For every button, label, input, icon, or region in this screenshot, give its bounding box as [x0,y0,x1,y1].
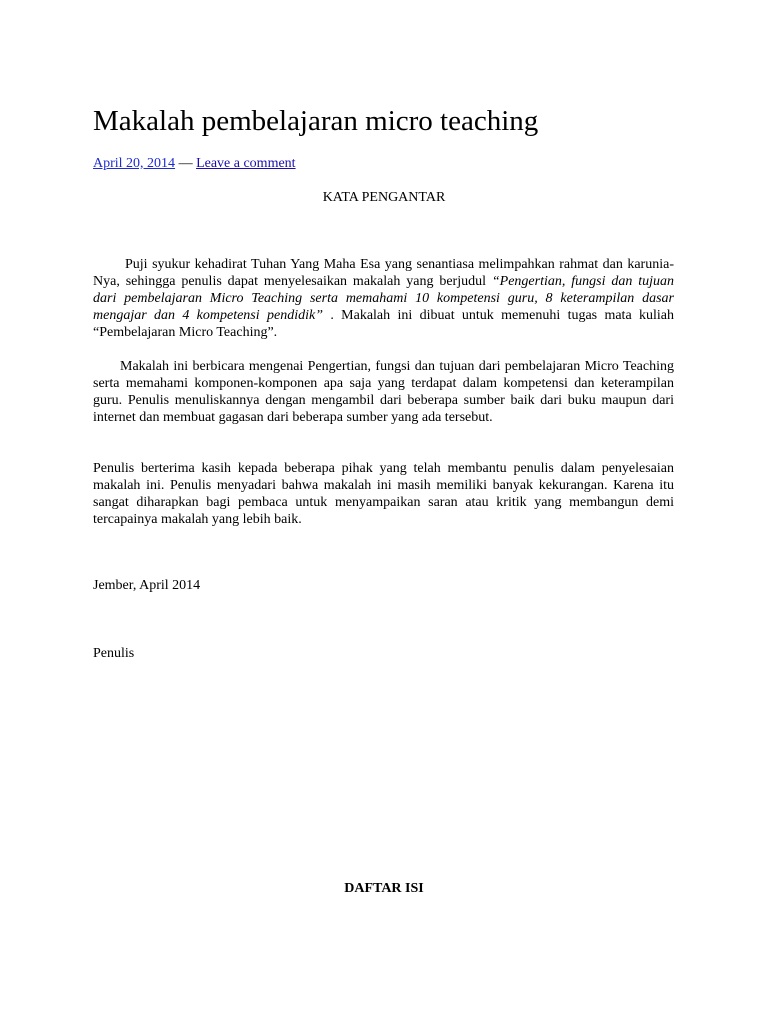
leave-comment-link[interactable]: Leave a comment [196,156,296,171]
kata-pengantar-heading: KATA PENGANTAR [322,190,446,205]
meta-separator: — [175,156,197,171]
paragraph-intro-start: Puji syukur kehadirat Tuhan Yang Maha Esa yang senantiasa melimpahkan rahmat dan karunia-Nya, sehingga penulis dapat menyelesaikan makalah yang berjudul [93,257,674,289]
paragraph-intro-title: “Pengertian, fungsi dan tujuan dari pembelajaran Micro Teaching serta memahami 10 kompetensi guru, 8 keterampilan dasar mengajar dan 4 kompetensi pendidik” [93,274,674,323]
paragraph-content: Makalah ini berbicara mengenai Pengertian, fungsi dan tujuan dari pembelajaran Micro Teaching serta memahami komponen-komponen apa saja yang terdapat dalam kompetensi dan keterampilan guru. Penulis menuliskannya dengan mengambil dari beberapa sumber baik dari buku maupun dari internet dan membuat gagasan dari beberapa sumber yang ada tersebut. [93,359,674,425]
paragraph-intro-end: . Makalah ini dibuat untuk memenuhi tugas mata kuliah “Pembelajaran Micro Teaching”. [93,308,674,340]
daftar-isi-heading: DAFTAR ISI [344,881,424,896]
paragraph-intro [93,256,674,341]
place-date: Jember, April 2014 [93,578,201,593]
post-meta [93,155,296,173]
post-date-link[interactable]: April 20, 2014 [93,156,176,171]
post-title: Makalah pembelajaran micro teaching [93,105,539,137]
paragraph-thanks: Penulis berterima kasih kepada beberapa pihak yang telah membantu penulis dalam penyelesaian makalah ini. Penulis menyadari bahwa makalah ini masih memiliki banyak kekurangan. Karena itu sangat diharapkan bagi pembaca untuk menyampaikan saran atau kritik yang membangun demi tercapainya makalah yang lebih baik. [93,461,674,527]
author-signature: Penulis [93,646,135,661]
